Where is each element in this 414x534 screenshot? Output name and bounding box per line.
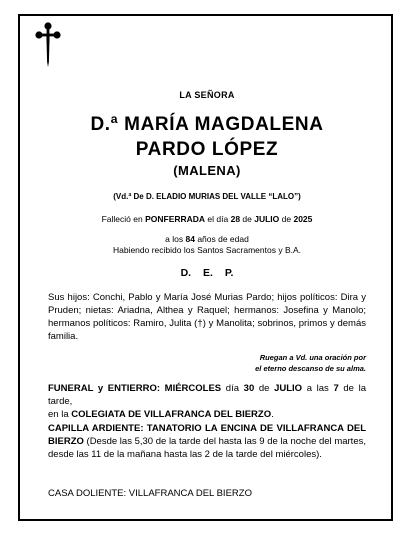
sacraments-line: Habiendo recibido los Santos Sacramentos y B.A. [112,245,302,255]
funeral-paragraph: FUNERAL y ENTIERRO: MIÉRCOLES día 30 de JULIO a las 7 de la tarde, en la COLEGIATA DE VILLAFRANCA DEL BIERZO. [48,383,366,420]
prayer-line-2: el eterno descanso de su alma. [255,364,366,373]
deceased-name-line-1: D.ª MARÍA MAGDALENA [90,114,324,135]
intro-line: LA SEÑORA [179,90,235,100]
prayer-line-1: Ruegan a Vd. una oración por [259,353,366,362]
deceased-nickname: (MALENA) [173,163,241,178]
widow-of-line: (Vd.ª De D. ELADIO MURIAS DEL VALLE “LALO”) [113,192,301,201]
chapel-paragraph: CAPILLA ARDIENTE: TANATORIO LA ENCINA DE VILLAFRANCA DEL BIERZO (Desde las 5,30 de la tarde del hasta las 9 de la noche del martes, desde las 11 de la mañana hasta las 2 de la tarde del miércoles). [48,423,366,460]
rip-line: D. E. P. [180,267,234,279]
cross-of-santiago-icon [34,22,62,68]
death-line: Falleció en PONFERRADA el día 28 de JULIO de 2025 [101,214,313,224]
house-line: CASA DOLIENTE: VILLAFRANCA DEL BIERZO [48,488,252,499]
deceased-name-line-2: PARDO LÓPEZ [135,139,279,160]
age-line: a los 84 años de edad [165,234,249,244]
prayer-request [255,352,366,374]
family-paragraph: Sus hijos: Conchi, Pablo y María José Murias Pardo; hijos políticos: Dira y Pruden; nietas: Ariadna, Althea y Raquel; hermanos: Josefina y Manolo; hermanos políticos: Ramiro, Julita (†) y Manolita; sobrinos, primos y demás familia. [48,292,366,342]
